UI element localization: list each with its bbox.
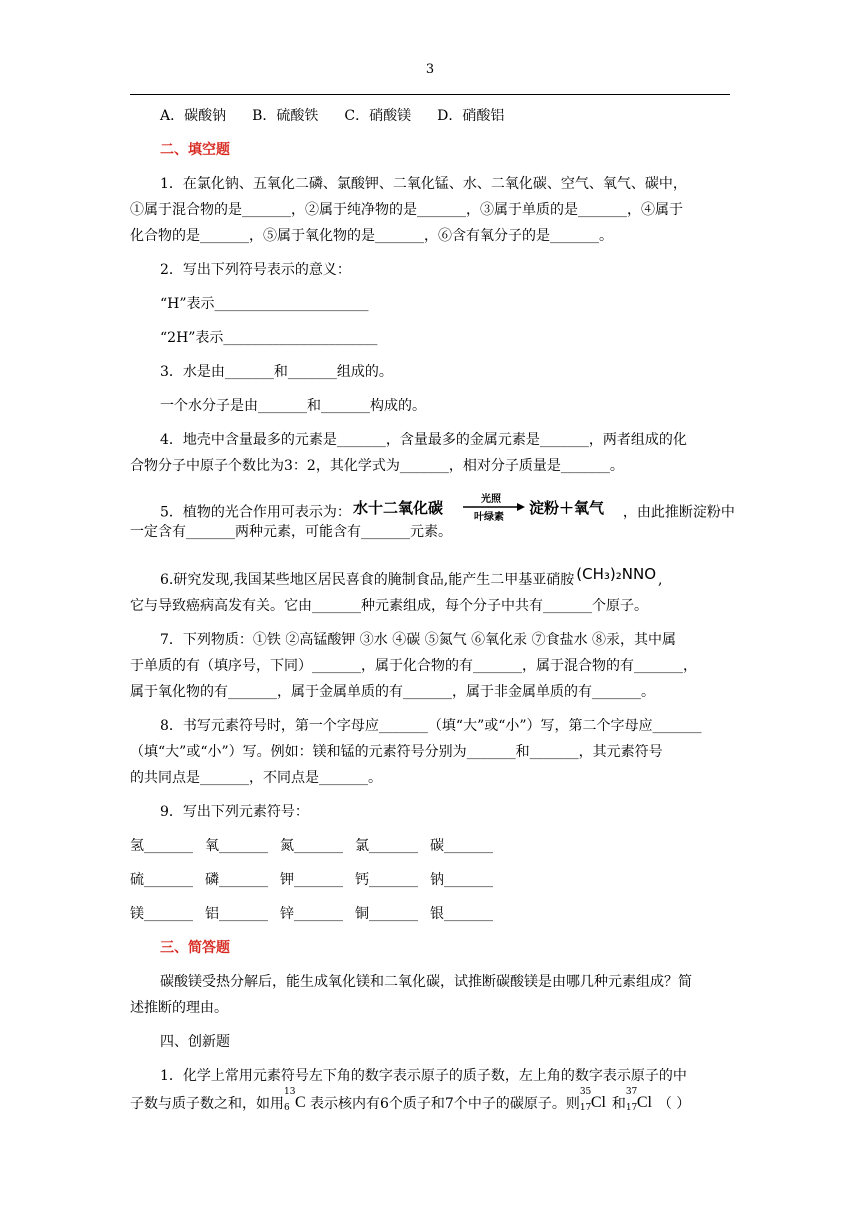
q9-item: 铝_______ bbox=[205, 906, 268, 922]
q9-item: 银_______ bbox=[430, 906, 493, 922]
q9-row-1 bbox=[130, 833, 730, 859]
section-heading-innovation: 四、创新题 bbox=[160, 1034, 230, 1050]
innovation-text-b: 表示核内有6个质子和7个中子的碳原子。则 bbox=[310, 1096, 580, 1112]
chlorine-37-notation: 37 17 Cl bbox=[625, 1087, 652, 1113]
eq-condition-below: 叶绿素 bbox=[473, 512, 504, 523]
document-body bbox=[130, 103, 735, 1119]
q9-item: 锌_______ bbox=[280, 906, 343, 922]
choice-c: C．硝酸镁 bbox=[344, 108, 412, 124]
answer-parentheses: （ ） bbox=[657, 1096, 691, 1112]
choice-a: A．碳酸钠 bbox=[160, 108, 227, 124]
q9-item: 氢_______ bbox=[130, 838, 193, 854]
q9-row-2 bbox=[130, 867, 730, 893]
q9-item: 氮_______ bbox=[280, 838, 343, 854]
innovation-line-2 bbox=[130, 1089, 730, 1119]
q7-line-3: 属于氧化物的有_______，属于金属单质的有_______，属于非金属单质的有_______。 bbox=[130, 684, 655, 700]
innovation-text-a: 子数与质子数之和，如用 bbox=[130, 1096, 284, 1112]
q9-item: 硫_______ bbox=[130, 872, 193, 888]
q9-item: 氯_______ bbox=[355, 838, 418, 854]
q6-lead: 6.研究发现,我国某些地区居民喜食的腌制食品,能产生二甲基亚硝胺 bbox=[160, 572, 575, 588]
q6-line-2: 它与导致癌病高发有关。它由_______种元素组成，每个分子中共有_______个原子。 bbox=[130, 598, 648, 614]
q8-line-2: （填“大”或“小”）写。例如：镁和锰的元素符号分别为_______和_______，其元素符号 bbox=[130, 744, 663, 760]
q9-prompt: 9．写出下列元素符号： bbox=[160, 804, 309, 820]
chlorine-35-notation: 35 17 Cl bbox=[579, 1087, 606, 1113]
q4-line-1: 4．地壳中含量最多的元素是_______，含量最多的金属元素是_______，两者组成的化 bbox=[160, 432, 687, 448]
eq-right: 淀粉＋氧气 bbox=[528, 499, 604, 517]
q8-line-3: 的共同点是_______，不同点是_______。 bbox=[130, 770, 382, 786]
carbon-13-notation: 13 6 C bbox=[284, 1087, 306, 1113]
eq-arrow-head bbox=[517, 503, 525, 511]
eq-condition-above: 光照 bbox=[480, 494, 501, 505]
section-heading-fill-blank: 二、填空题 bbox=[160, 142, 230, 158]
dimethylnitrosamine-formula: (CH₃)₂NNO bbox=[576, 565, 656, 583]
q9-item: 碳_______ bbox=[430, 838, 493, 854]
q3-line-2: 一个水分子是由_______和_______构成的。 bbox=[160, 398, 426, 414]
q9-item: 钙_______ bbox=[355, 872, 418, 888]
eq-left: 水十二氧化碳 bbox=[352, 499, 443, 517]
choice-b: B．硫酸铁 bbox=[252, 108, 319, 124]
q1-line-1: 1．在氯化钠、五氧化二磷、氯酸钾、二氧化锰、水、二氧化碳、空气、氧气、碳中， bbox=[160, 176, 687, 192]
q9-item: 磷_______ bbox=[205, 872, 268, 888]
q9-item: 氧_______ bbox=[205, 838, 268, 854]
q7-line-2: 于单质的有（填序号，下同）_______，属于化合物的有_______，属于混合物的有_______， bbox=[130, 658, 697, 674]
q2-prompt: 2．写出下列符号表示的意义： bbox=[160, 262, 351, 278]
q5-tail: ，由此推断淀粉中 bbox=[622, 504, 735, 521]
q4-line-2: 合物分子中原子个数比为3：2，其化学式为_______，相对分子质量是_______。 bbox=[130, 458, 624, 474]
q2-2h-meaning: “2H”表示______________________ bbox=[160, 330, 378, 346]
q5-lead: 5．植物的光合作用可表示为： bbox=[160, 504, 351, 521]
page-number: 3 bbox=[425, 62, 435, 77]
short-answer-line-2: 述推断的理由。 bbox=[130, 1000, 228, 1016]
q9-item: 钾_______ bbox=[280, 872, 343, 888]
q1-line-3: 化合物的是_______，⑤属于氧化物的是_______，⑥含有氧分子的是_______。 bbox=[130, 228, 613, 244]
q9-row-3 bbox=[130, 901, 730, 927]
q7-line-1: 7．下列物质：①铁 ②高锰酸钾 ③水 ④碳 ⑤氮气 ⑥氧化汞 ⑦食盐水 ⑧汞，其中属 bbox=[160, 632, 677, 648]
q6-line-1 bbox=[130, 567, 730, 593]
choice-d: D．硝酸铝 bbox=[437, 108, 505, 124]
q5-line-1 bbox=[130, 493, 735, 523]
q9-item: 铜_______ bbox=[355, 906, 418, 922]
section-heading-short-answer: 三、简答题 bbox=[160, 940, 230, 956]
q5-line-2: 一定含有_______两种元素，可能含有_______元素。 bbox=[130, 524, 452, 540]
short-answer-line-1: 碳酸镁受热分解后，能生成氧化镁和二氧化碳，试推断碳酸镁是由哪几种元素组成？简 bbox=[160, 974, 692, 990]
header-rule bbox=[130, 94, 730, 95]
multiple-choice-options bbox=[130, 103, 730, 129]
q9-item: 钠_______ bbox=[430, 872, 493, 888]
q3-line-1: 3．水是由_______和_______组成的。 bbox=[160, 364, 393, 380]
q9-item: 镁_______ bbox=[130, 906, 193, 922]
q1-line-2: ①属于混合物的是_______，②属于纯净物的是_______，③属于单质的是_______，④属于 bbox=[130, 202, 683, 218]
q8-line-1: 8．书写元素符号时，第一个字母应_______（填“大”或“小”）写，第二个字母应_______ bbox=[160, 718, 702, 734]
q2-h-meaning: “H”表示______________________ bbox=[160, 296, 369, 312]
innovation-line-1: 1．化学上常用元素符号左下角的数字表示原子的质子数，左上角的数字表示原子的中 bbox=[160, 1068, 687, 1084]
innovation-text-c: 和 bbox=[611, 1096, 626, 1112]
q6-tail: , bbox=[658, 572, 663, 588]
